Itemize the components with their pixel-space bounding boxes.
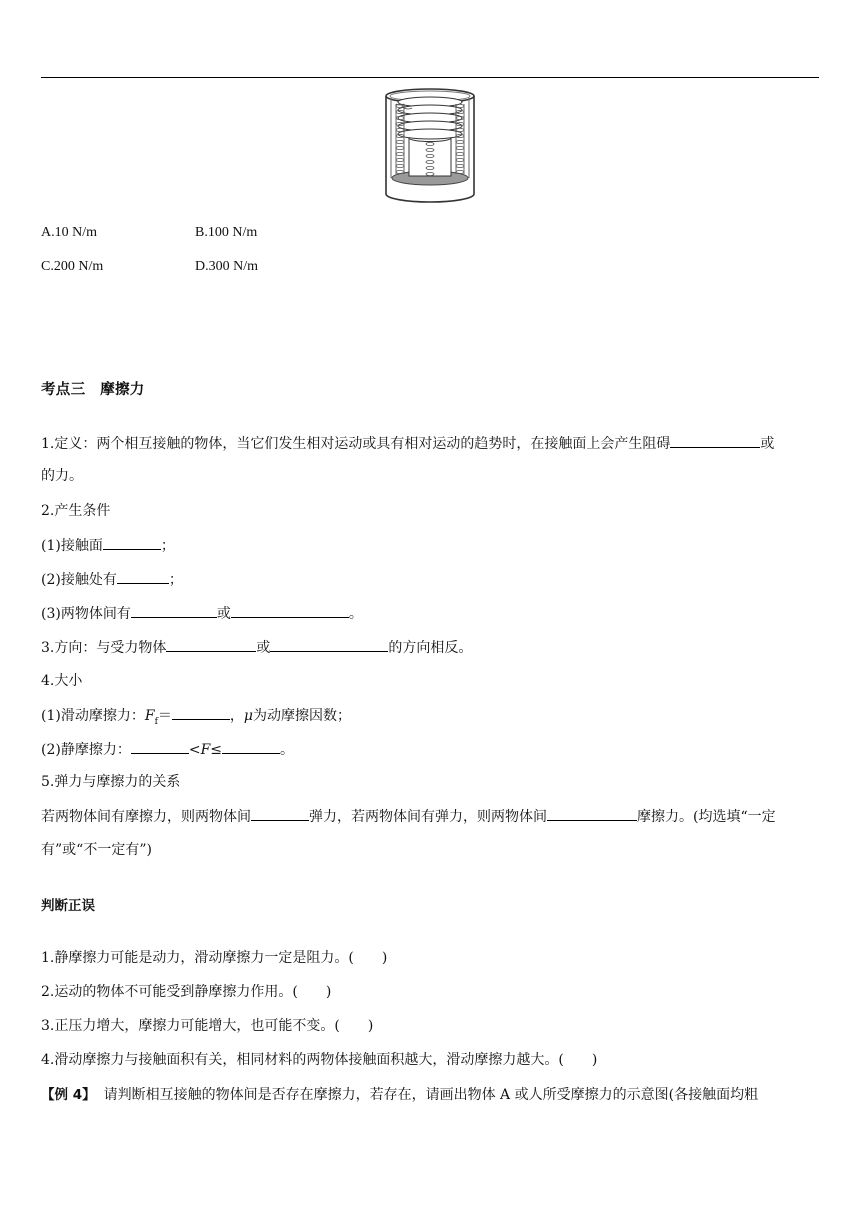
relation-line-2: 有”或“不一定有”): [41, 842, 152, 858]
blank-field: [172, 705, 230, 720]
example-text: 请判断相互接触的物体间是否存在摩擦力，若存在，请画出物体 A 或人所受摩擦力的示意图(各接触面均粗: [103, 1087, 759, 1103]
condition-3-text: (3)两物体间有: [41, 606, 131, 622]
example-4: [41, 1083, 758, 1104]
force-symbol: F: [144, 708, 155, 724]
comma: ，: [229, 708, 244, 724]
blank-field: [231, 603, 349, 618]
judge-title: 判断正误: [41, 898, 95, 914]
option-c: C.200 N/m: [41, 259, 104, 274]
conditions-title: 2.产生条件: [41, 503, 111, 519]
condition-3-end: 。: [348, 606, 363, 622]
condition-2: [41, 569, 183, 590]
definition-tail: 或: [760, 436, 775, 452]
static-label: (2)静摩擦力：: [41, 742, 131, 758]
equals-sign: ＝: [157, 708, 172, 724]
sliding-label: (1)滑动摩擦力：: [41, 708, 145, 724]
magnitude-title: 4.大小: [41, 673, 83, 689]
relation-text-1: 若两物体间有摩擦力，则两物体间: [41, 809, 251, 825]
judge-item: 4.滑动摩擦力与接触面积有关，相同材料的两物体接触面积越大，滑动摩擦力越大。( ): [41, 1052, 598, 1068]
definition-text: 1.定义：两个相互接触的物体，当它们发生相对运动或具有相对运动的趋势时，在接触面上会产生阻碍: [41, 436, 671, 452]
condition-1: [41, 535, 175, 556]
sliding-end: 为动摩擦因数；: [253, 708, 352, 724]
relation-text-2: 弹力，若两物体间有弹力，则两物体间: [309, 809, 547, 825]
blank-field: [131, 603, 217, 618]
option-d: D.300 N/m: [195, 259, 258, 274]
blank-field: [222, 739, 280, 754]
condition-2-end: ；: [168, 572, 183, 588]
static-inequality: <F≤: [188, 742, 223, 758]
blank-field: [670, 433, 760, 448]
mu-symbol: μ: [243, 708, 254, 724]
static-friction-line: [41, 739, 294, 760]
direction-text: 3.方向：与受力物体: [41, 640, 167, 656]
condition-3-mid: 或: [216, 606, 231, 622]
blank-field: [103, 535, 161, 550]
direction-mid: 或: [256, 640, 271, 656]
judge-item: 3.正压力增大，摩擦力可能增大，也可能不变。( ): [41, 1018, 374, 1034]
spring-cylinder-figure: [383, 86, 477, 210]
relation-text-3: 摩擦力。(均选填“一定: [637, 809, 776, 825]
condition-3: [41, 603, 363, 624]
direction-line: [41, 637, 472, 658]
section-title: 考点三 摩擦力: [41, 382, 145, 398]
blank-field: [166, 637, 256, 652]
relation-title: 5.弹力与摩擦力的关系: [41, 774, 181, 790]
blank-field: [117, 569, 169, 584]
condition-1-text: (1)接触面: [41, 538, 103, 554]
static-end: 。: [280, 742, 295, 758]
blank-field: [131, 739, 189, 754]
judge-item: 2.运动的物体不可能受到静摩擦力作用。( ): [41, 984, 332, 1000]
relation-line-1: [41, 806, 776, 827]
sliding-friction-line: [41, 705, 351, 732]
blank-field: [270, 637, 388, 652]
example-label: 【例 4】: [41, 1087, 96, 1103]
blank-field: [251, 806, 309, 821]
condition-1-end: ；: [160, 538, 175, 554]
definition-line-2: 的力。: [41, 468, 83, 484]
option-a: A.10 N/m: [41, 225, 97, 240]
judge-item: 1.静摩擦力可能是动力，滑动摩擦力一定是阻力。( ): [41, 950, 388, 966]
option-b: B.100 N/m: [195, 225, 258, 240]
header-rule: [41, 77, 819, 78]
definition-line-1: [41, 433, 774, 454]
condition-2-text: (2)接触处有: [41, 572, 117, 588]
blank-field: [547, 806, 637, 821]
force-subscript: f: [154, 716, 158, 727]
direction-end: 的方向相反。: [388, 640, 473, 656]
